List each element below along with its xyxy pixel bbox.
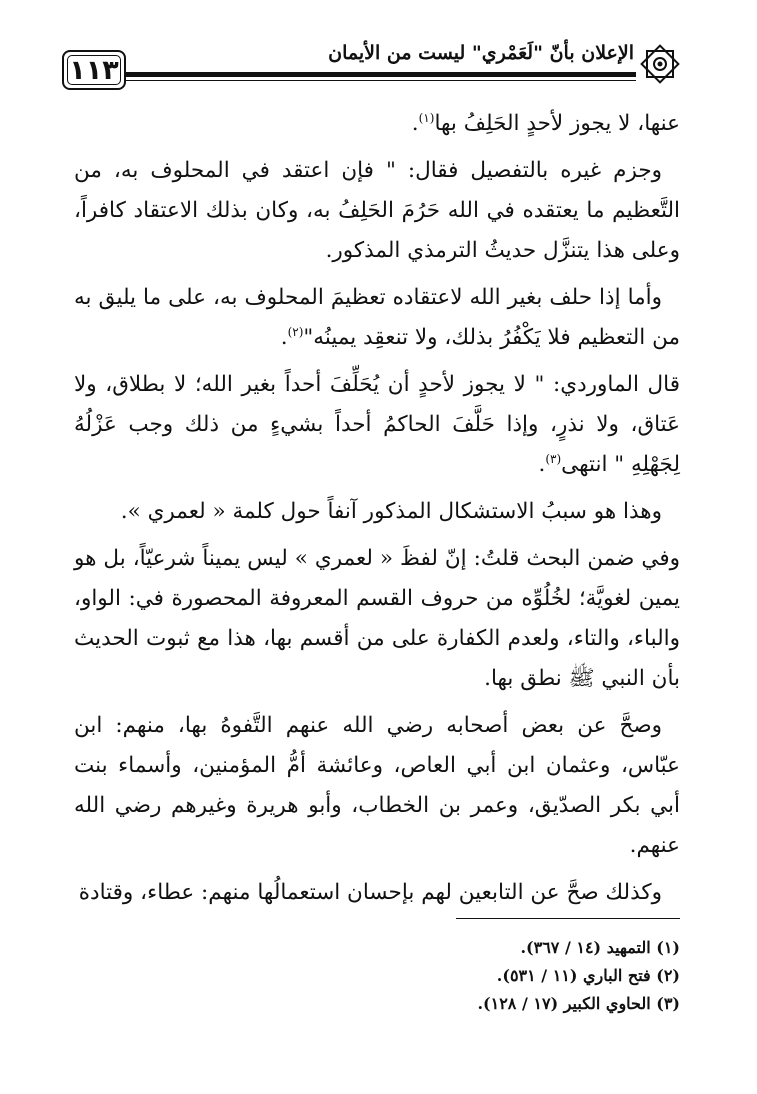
page-header [62, 40, 682, 98]
footnote: (٢) فتح الباري (١١ / ٥٣١). [496, 966, 680, 985]
footnote-ref: (٢) [287, 324, 304, 339]
page-number-value: ١١٣ [69, 54, 119, 86]
paragraph: وكذلك صحَّ عن التابعين لهم بإحسان استعمالُها منهم: عطاء، وقتادة [78, 880, 662, 905]
body-text [74, 104, 680, 920]
paragraph: وفي ضمن البحث قلتُ: إنّ لفظَ « لعمري » ليس يميناً شرعيّاً، بل هو يمين لغويَّة؛ لخُلُوِّه من حروف القسم المعروفة المحصورة في: الواو، والباء، والتاء، ولعدم الكفارة على من أقسم بها، هذا مع ثبوت الحديث بأن النبي ﷺ نطق بها. [74, 546, 680, 691]
ornament-icon [638, 42, 682, 86]
header-rule-thin [122, 80, 636, 81]
paragraph: وصحَّ عن بعض أصحابه رضي الله عنهم التَّفوهُ بها، منهم: ابن عبّاس، وعثمان ابن أبي العاص، وعائشة أمُّ المؤمنين، وأسماء بنت أبي بكر الصدّيق، وعمر بن الخطاب، وأبو هريرة وغيرهم رضي الله عنهم. [74, 713, 680, 858]
paragraph: قال الماوردي: " لا يجوز لأحدٍ أن يُحَلِّفَ أحداً بغير الله؛ لا بطلاق، ولا عَتاق، ولا نذرٍ، وإذا حَلَّفَ الحاكمُ أحداً بشيءٍ من ذلك وجب عَزْلُهُ لِجَهْلِهِ " انتهى$^{(٣)}$. [74, 372, 680, 477]
paragraph: عنها، لا يجوز لأحدٍ الحَلِفُ بها$^{(١)}$. [411, 110, 680, 136]
paragraph: وأما إذا حلف بغير الله لاعتقاده تعظيمَ المحلوف به، على ما يليق به من التعظيم فلا يَكْفُرُ بذلك، ولا تنعقِد يمينُه"$^{(٢)}$. [74, 285, 680, 350]
paragraph: وجزم غيره بالتفصيل فقال: " فإن اعتقد في المحلوف به، من التَّعظيم ما يعتقده في الله حَرُمَ الحَلِفُ به، وكان بذلك الاعتقاد كافراً، وعلى هذا يتنزَّل حديثُ الترمذي المذكور. [74, 158, 680, 263]
footnote-separator [456, 918, 680, 919]
footnote: (١) التمهيد (١٤ / ٣٦٧). [520, 938, 680, 957]
footnotes [80, 934, 680, 1018]
footnote-ref: (٣) [545, 451, 562, 466]
paragraph: وهذا هو سببُ الاستشكال المذكور آنفاً حول كلمة « لعمري ». [120, 499, 662, 524]
running-title: الإعلان بأنّ "لَعَمْري" ليست من الأيمان [328, 42, 634, 64]
page-number [62, 50, 126, 90]
footnote-ref: (١) [418, 110, 435, 125]
footnote: (٣) الحاوي الكبير (١٧ / ١٢٨). [477, 994, 680, 1013]
header-rule [122, 72, 636, 77]
